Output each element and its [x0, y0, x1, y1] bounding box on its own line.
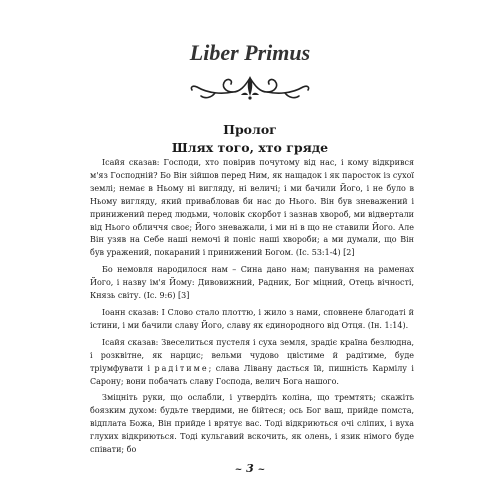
- chapter-subtitle: Шлях того, хто гряде: [171, 140, 329, 155]
- left-ornament-icon: ~: [234, 465, 243, 475]
- paragraph-text: Ісайя сказав: Звеселиться пустеля і суха земля, зрадіє країна безлюдна, і розквітне, як нарцис; вельми чудово цвістиме й радітиме, буде тріумфувати і: [90, 337, 414, 373]
- floral-ornament-icon: [185, 72, 315, 102]
- paragraph: Іоанн сказав: І Слово стало плоттю, і жило з нами, сповнене благодаті й істини, і ми бачили славу Його, славу як єдинородного від Отця. (Ін. 1:14).: [90, 307, 414, 330]
- paragraph-text: ; слава Лівану дасться їй, пишність Кармілу і Сарону; вони побачать славу Господа, велич Бога нашого.: [90, 363, 414, 386]
- book-title: Liber Primus: [189, 40, 311, 65]
- paragraph: Ісайя сказав: Господи, хто повірив почутому від нас, і кому відкрився м'яз Господній? Бо Він зійшов перед Ним, як нащадок і як паросток із сухої землі; немає в Ньому ні вигляду, ні величі; і ми бачили Його, і не було в Ньому вигляду, який привабловав би нас до Нього. Він був зневажений і принижений перед людьми, чоловік скорбот і зазнав хвороб, ми відвертали від Нього обличчя своє; Його зневажали, і ми ні в що не ставили Його. Але Він узяв на Себе наші немочі й поніс наші хвороби; а ми думали, що Він був уражений, покараний і принижений Богом. (Іс. 53:1-4) [2]: [90, 158, 414, 258]
- page-number: 3: [246, 462, 254, 475]
- chapter-heading: [0, 121, 500, 157]
- body-text: [90, 157, 414, 461]
- paragraph: Зміцніть руки, що ослабли, і утвердіть коліна, що тремтять; скажіть боязким духом: будьте твердими, не бійтеся; ось Бог ваш, прийде помста, відплата Божа, Він прийде і врятує вас. Тоді відкриються очі сліпих, і вуха глухих відкриються. Тоді кульгавий вскочить, як олень, і язик німого буде співати; бо: [90, 393, 414, 455]
- emphasized-word: радітиме: [154, 363, 209, 373]
- chapter-title: Пролог: [223, 122, 277, 137]
- right-ornament-icon: ~: [257, 465, 266, 475]
- paragraph: Бо немовля народилося нам – Сина дано нам; панування на раменах Його, і назву ім'я Йому: Дивовижний, Радник, Бог міцний, Отець вічності, Князь світу. (Іс. 9:6) [3]: [90, 265, 414, 301]
- paragraph: [90, 337, 414, 389]
- page-footer: [0, 462, 500, 475]
